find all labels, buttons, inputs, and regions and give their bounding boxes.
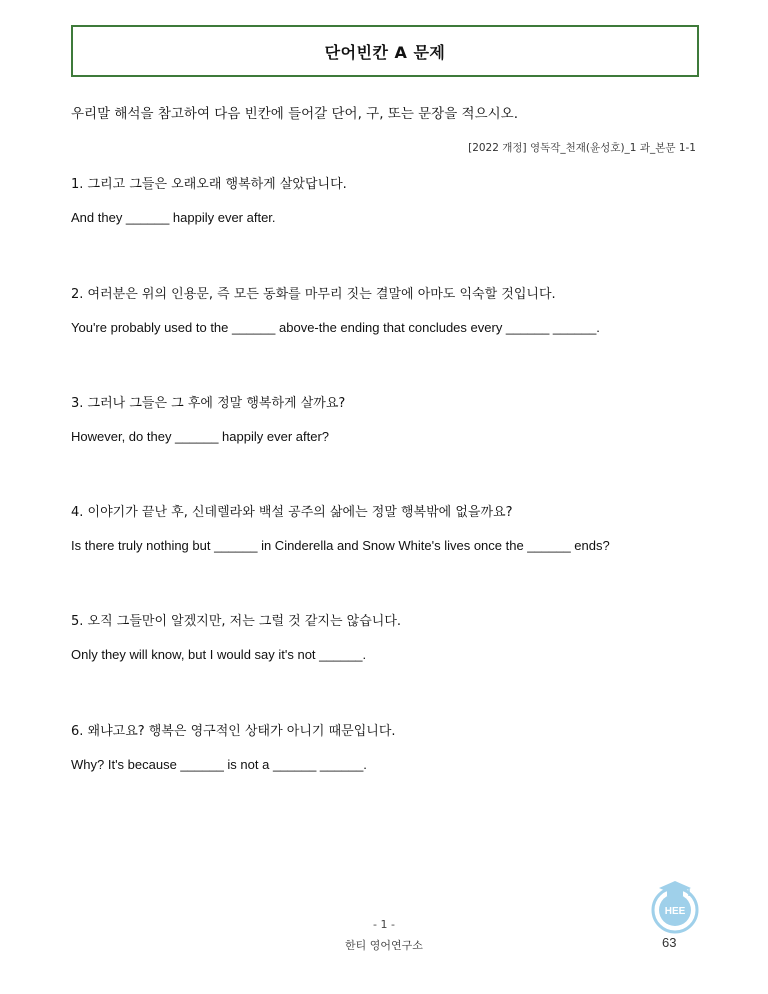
question-1-english: And they ______ happily ever after. xyxy=(71,210,276,225)
question-2-english: You're probably used to the ______ above-the ending that concludes every ______ ______. xyxy=(71,320,600,335)
page-title: 단어빈칸 A 문제 xyxy=(324,42,446,62)
question-5-english: Only they will know, but I would say it's not ______. xyxy=(71,647,367,662)
question-5-korean: 5. 오직 그들만이 알겠지만, 저는 그럴 것 같지는 않습니다. xyxy=(71,614,402,629)
question-1-korean: 1. 그리고 그들은 오래오래 행복하게 살았답니다. xyxy=(71,177,347,192)
page-total-number: 63 xyxy=(662,935,677,950)
instruction-text: 우리말 해석을 참고하여 다음 빈칸에 들어갈 단어, 구, 또는 문장을 적으시오. xyxy=(71,106,519,122)
page-indicator: - 1 - xyxy=(373,918,395,931)
question-4-korean: 4. 이야기가 끝난 후, 신데렐라와 백설 공주의 삶에는 정말 행복밖에 없을까요? xyxy=(71,505,513,520)
question-6-english: Why? It's because ______ is not a ______ ______. xyxy=(71,757,367,772)
question-3-korean: 3. 그러나 그들은 그 후에 정말 행복하게 살까요? xyxy=(71,396,346,411)
question-4-english: Is there truly nothing but ______ in Cinderella and Snow White's lives once the ______ ends? xyxy=(71,538,610,553)
title-box xyxy=(71,25,699,77)
footer-publisher: 한티 영어연구소 xyxy=(345,939,423,952)
question-6-korean: 6. 왜냐고요? 행복은 영구적인 상태가 아니기 때문입니다. xyxy=(71,724,396,739)
source-label: [2022 개정] 영독작_천재(윤성호)_1 과_본문 1-1 xyxy=(468,142,696,154)
question-3-english: However, do they ______ happily ever after? xyxy=(71,429,330,444)
question-2-korean: 2. 여러분은 위의 인용문, 즉 모든 동화를 마무리 짓는 결말에 아마도 익숙할 것입니다. xyxy=(71,287,556,302)
logo-text: HEE xyxy=(664,906,686,917)
